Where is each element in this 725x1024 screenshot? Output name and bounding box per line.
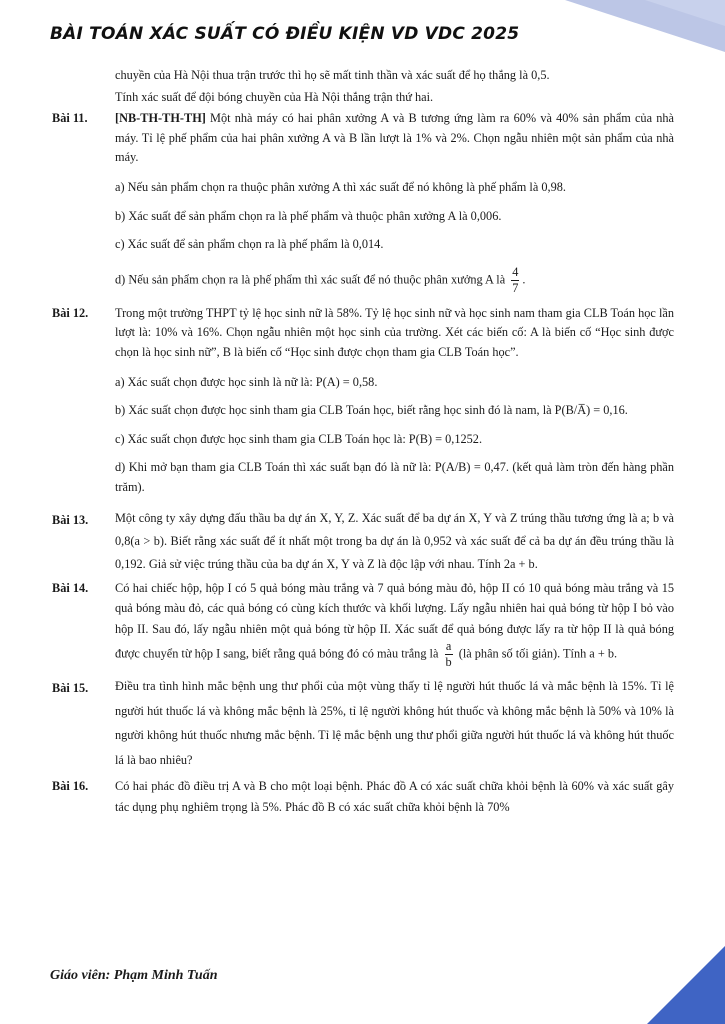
corner-decoration-top-inner <box>645 0 725 26</box>
problem-intro: Điều tra tình hình mắc bệnh ung thư phổi của một vùng thấy tỉ lệ người hút thuốc lá và mắc bệnh là 15%. Tỉ lệ người hút thuốc lá và không mắc bệnh là 25%, tỉ lệ người không hút thuốc và không mắc bệnh là 50% và 10% là người không hút thuốc nhưng mắc bệnh. Tỉ lệ mắc bệnh ung thư phổi giữa người hút thuốc lá và không hút thuốc lá là bao nhiêu? <box>115 679 674 767</box>
problem-15 <box>52 674 674 772</box>
problem-statement <box>52 109 674 168</box>
problem-intro: Có hai chiếc hộp, hộp I có 5 quả bóng màu trắng và 7 quả bóng màu đỏ, hộp II có 10 quả bóng màu trắng và 15 quả bóng màu đỏ, các quả bóng có cùng kích thước và khối lượng. Lấy ngẫu nhiên hai quả bóng từ hộp I bỏ vào hộp II. Sau đó, lấy ngẫu nhiên một quả bóng từ hộp II. Xác suất để quả bóng được lấy ra từ hộp II là quả bóng được chuyển từ hộp I sang, biết rằng quả bóng đó có màu trắng là <box>115 580 674 661</box>
problem-tag: [NB-TH-TH-TH] <box>115 111 206 126</box>
problem-intro: Một công ty xây dựng đấu thầu ba dự án X, Y, Z. Xác suất để ba dự án X, Y và Z trúng thầu tương ứng là a; b và 0,8(a > b). Biết rằng xác suất để ít nhất một trong ba dự án là 0,952 và xác suất để cả ba dự án đều trúng thầu là 0,192. Giả sử việc trúng thầu của ba dự án X, Y và Z là độc lập với nhau. Tính 2a + b. <box>115 510 674 571</box>
fraction-denominator: b <box>445 655 452 669</box>
problem-intro: Có hai phác đồ điều trị A và B cho một loại bệnh. Phác đồ A có xác suất chữa khỏi bệnh là 60% và xác suất gây tác dụng phụ nghiêm trọng là 5%. Phác đồ B có xác suất chữa khỏi bệnh là 70% <box>115 779 674 814</box>
problem-statement <box>52 507 674 576</box>
problem-14 <box>52 578 674 671</box>
page-header-title: BÀI TOÁN XÁC SUẤT CÓ ĐIỀU KIỆN VD VDC 2025 <box>50 24 520 44</box>
problem-tail: (là phân số tối giản). Tính a + b. <box>458 646 618 661</box>
problem-statement <box>52 578 674 671</box>
problem-statement <box>52 304 674 363</box>
text-line: chuyền của Hà Nội thua trận trước thì họ sẽ mất tinh thần và xác suất để họ thắng là 0,5. <box>115 68 550 82</box>
fraction <box>445 639 453 670</box>
problem-intro: Một nhà máy có hai phân xưởng A và B tương ứng làm ra 60% và 40% sản phẩm của nhà máy. Tỉ lệ phế phẩm của hai phân xưởng A và B lần lượt là 1% và 2%. Chọn ngẫu nhiên một sản phẩm của nhà máy. <box>115 111 674 165</box>
fraction-denominator: 7 <box>512 280 519 295</box>
problem-statement <box>52 776 674 817</box>
statement-d: d) Nếu sản phẩm chọn ra là phế phẩm thì xác suất để nó thuộc phân xưởng A là $\frac{4}{7}$ . <box>115 264 526 295</box>
problem-number: Bài 14. <box>52 580 89 595</box>
problem-number: Bài 16. <box>52 779 89 793</box>
statement-a: a) Xác suất chọn được học sinh là nữ là: P(A) = 0,58. <box>115 374 378 389</box>
fraction-numerator: a <box>445 639 452 653</box>
fraction-numerator: 4 <box>512 264 519 279</box>
problem-11 <box>52 109 674 296</box>
problem-16 <box>52 776 674 817</box>
page-number: 4 <box>675 965 683 980</box>
problem-13 <box>52 507 674 576</box>
problem-statement <box>52 674 674 772</box>
problem-number: Bài 12. <box>52 305 89 320</box>
problem-number: Bài 11. <box>52 111 88 126</box>
corner-decoration-bottom <box>647 946 725 1024</box>
statement-b: b) Xác suất chọn được học sinh tham gia CLB Toán học, biết rằng học sinh đó là nam, là P(B/A̅) = 0,16. <box>115 403 628 418</box>
statement-d-text: d) Nếu sản phẩm chọn ra là phế phẩm thì xác suất để nó thuộc phân xưởng A là <box>115 272 506 287</box>
statement-c: c) Xác suất chọn được học sinh tham gia CLB Toán học là: P(B) = 0,1252. <box>115 431 483 446</box>
fraction <box>511 265 519 296</box>
problem-12 <box>52 304 674 498</box>
document-body <box>52 66 674 817</box>
problem-intro: Trong một trường THPT tỷ lệ học sinh nữ là 58%. Tỷ lệ học sinh nữ và học sinh nam tham gia CLB Toán học lần lượt là: 10% và 16%. Chọn ngẫu nhiên một học sinh của trường. Xét các biến cố: A là biến cố “Học sinh được chọn là học sinh nữ”, B là biến cố “Học sinh được chọn tham gia CLB Toán học”. <box>115 305 674 359</box>
statement-b: b) Xác suất để sản phẩm chọn ra là phế phẩm và thuộc phân xưởng A là 0,006. <box>115 208 502 223</box>
problem-number: Bài 13. <box>52 512 89 527</box>
problem-number: Bài 15. <box>52 681 89 695</box>
problem-continuation <box>52 66 674 107</box>
footer-teacher: Giáo viên: Phạm Minh Tuấn <box>50 968 218 983</box>
statement-d: d) Khi mở bạn tham gia CLB Toán thì xác suất bạn đó là nữ là: P(A/B) = 0,47. (kết quả làm tròn đến hàng phần trăm). <box>115 460 674 494</box>
text-line: Tính xác suất để đội bóng chuyền của Hà Nội thắng trận thứ hai. <box>115 89 434 104</box>
statement-a: a) Nếu sản phẩm chọn ra thuộc phân xưởng A thì xác suất để nó không là phế phẩm là 0,98. <box>115 179 566 194</box>
statement-c: c) Xác suất để sản phẩm chọn ra là phế phẩm là 0,014. <box>115 237 384 252</box>
